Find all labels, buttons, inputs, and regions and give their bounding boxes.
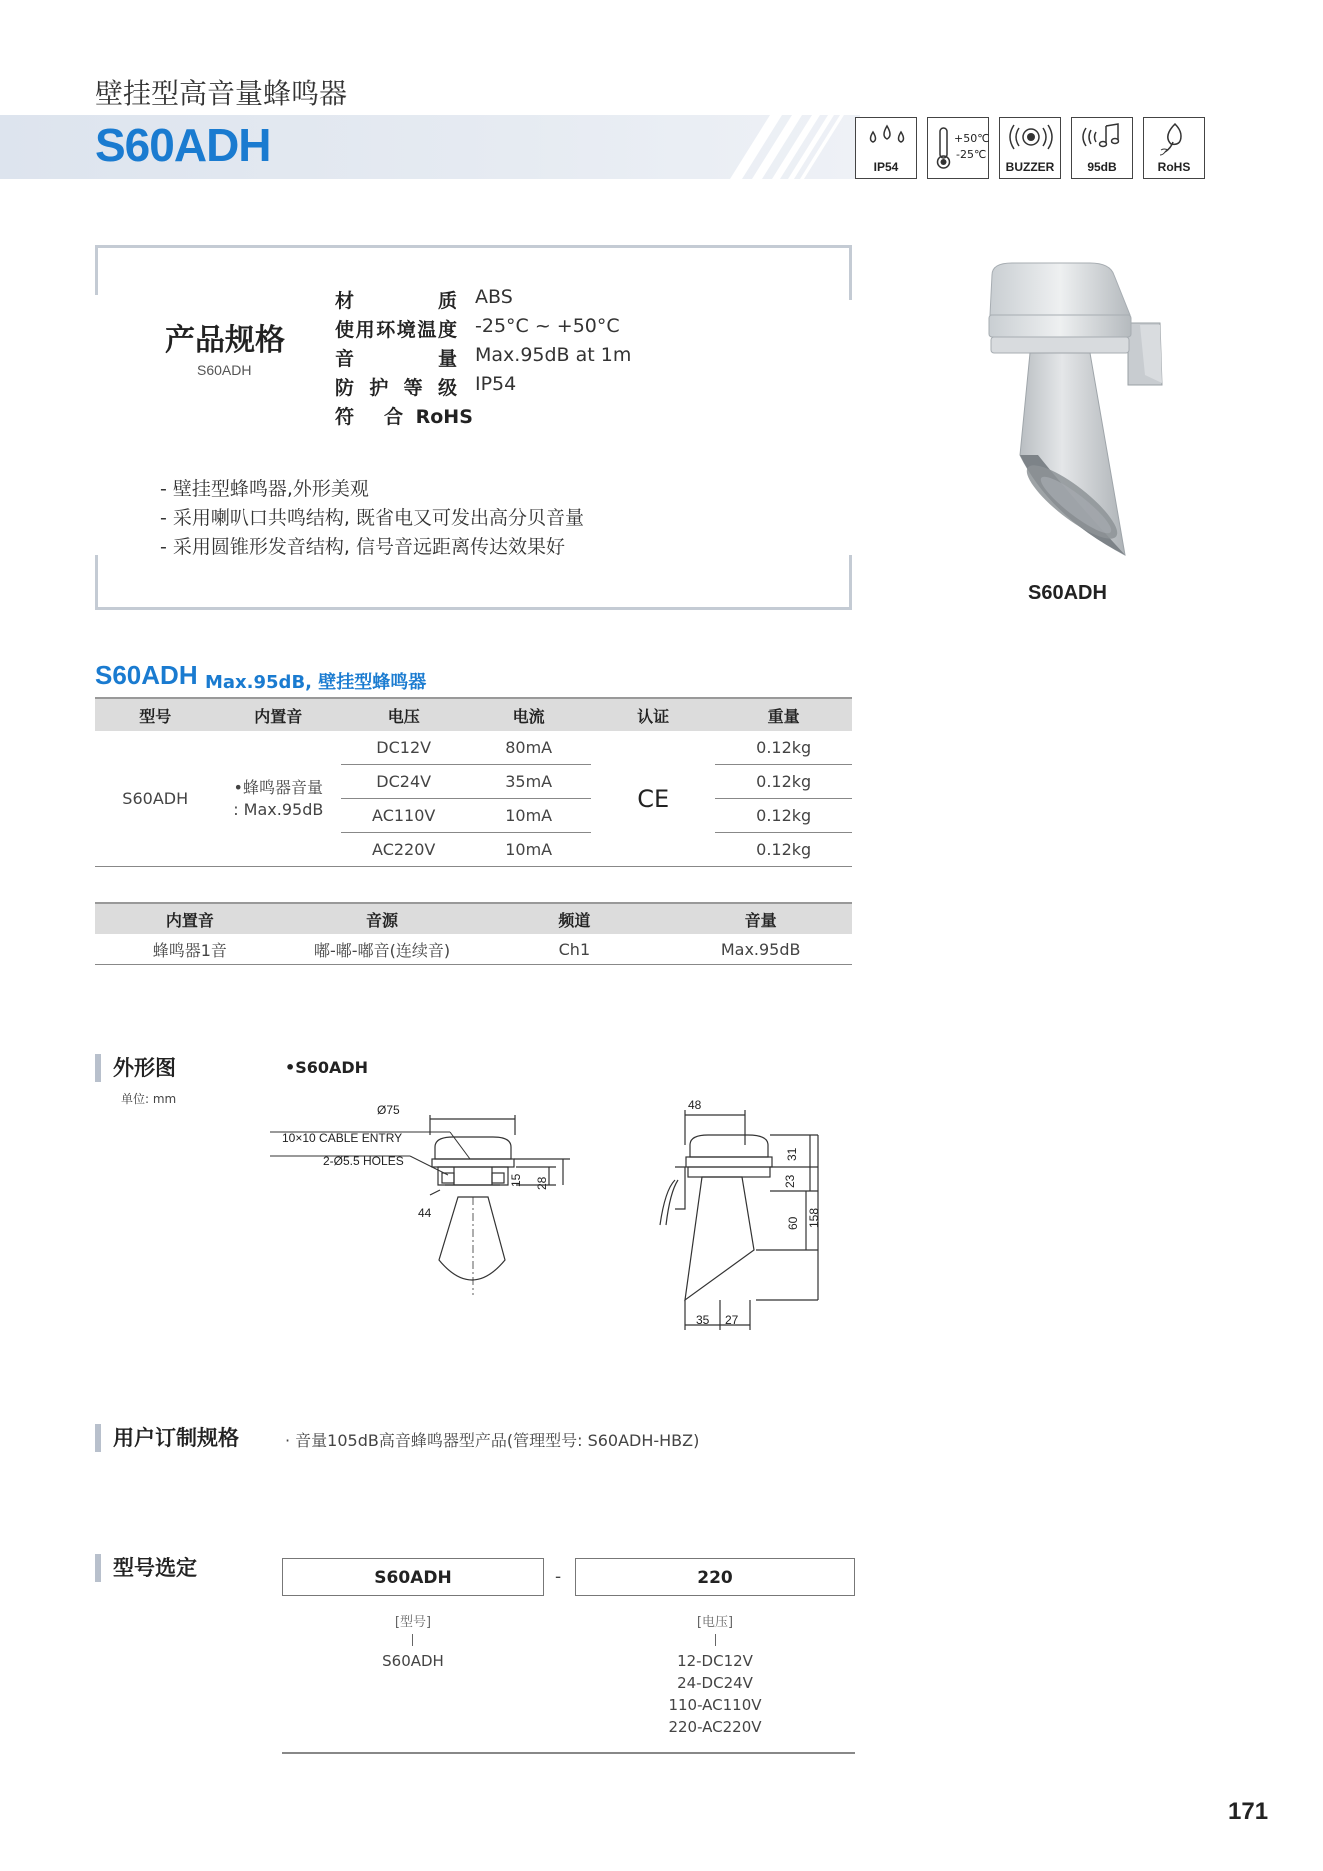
col-header: 电流 bbox=[466, 698, 591, 731]
selection-box-model: S60ADH bbox=[282, 1558, 544, 1596]
sound-cell bbox=[215, 731, 341, 867]
spec-value-temperature: -25°C ~ +50°C bbox=[475, 315, 620, 337]
product-image-caption: S60ADH bbox=[1028, 582, 1107, 604]
dim-48: 48 bbox=[688, 1098, 702, 1112]
dimension-drawing bbox=[270, 1085, 840, 1345]
selection-connector bbox=[412, 1634, 413, 1646]
speaker-icon bbox=[999, 117, 1061, 179]
selection-list-voltage bbox=[575, 1650, 855, 1738]
col-header: 内置音 bbox=[215, 698, 341, 731]
dim-27: 27 bbox=[725, 1313, 739, 1327]
col-header: 音源 bbox=[285, 903, 480, 934]
temp-high: +50℃ bbox=[954, 132, 990, 145]
model-title: S60ADH bbox=[95, 119, 271, 171]
dim-28: 28 bbox=[535, 1176, 549, 1190]
unit-label: 单位: mm bbox=[121, 1092, 177, 1106]
page-number: 171 bbox=[1228, 1798, 1269, 1825]
spec-value-volume: Max.95dB at 1m bbox=[475, 344, 632, 366]
list-item: 24-DC24V bbox=[677, 1674, 753, 1692]
table-cell: 嘟-嘟-嘟音(连续音) bbox=[285, 934, 480, 965]
table-row bbox=[95, 934, 852, 965]
icon-label: IP54 bbox=[873, 160, 899, 174]
feature-item: - 壁挂型蜂鸣器,外形美观 bbox=[160, 478, 369, 500]
spec-label-temperature: 使用环境温度 bbox=[335, 319, 457, 341]
dim-23: 23 bbox=[783, 1174, 797, 1188]
custom-text: · 音量105dB高音蜂鸣器型产品(管理型号: S60ADH-HBZ) bbox=[285, 1431, 700, 1450]
header-stripes-decoration bbox=[730, 115, 850, 179]
sound-table bbox=[95, 902, 852, 965]
spec-label-protection: 防护等级 bbox=[335, 377, 457, 399]
spec-model: S60ADH bbox=[197, 362, 252, 378]
dim-44: 44 bbox=[418, 1206, 432, 1220]
voltage-cell: AC220V bbox=[341, 833, 466, 867]
spec-compliance bbox=[335, 402, 473, 429]
product-image bbox=[980, 255, 1180, 575]
weight-cell: 0.12kg bbox=[715, 765, 852, 799]
spec-label-material: 材质 bbox=[335, 290, 457, 312]
model-cell: S60ADH bbox=[95, 731, 215, 867]
table-cell: Ch1 bbox=[479, 934, 669, 965]
dimension-heading: 外形图 bbox=[95, 1054, 176, 1082]
selection-box-voltage: 220 bbox=[575, 1558, 855, 1596]
icon-label: 95dB bbox=[1087, 160, 1117, 174]
dim-holes: 2-Ø5.5 HOLES bbox=[323, 1154, 404, 1168]
spec-label-compliance: 符合 bbox=[335, 406, 403, 428]
feature-list bbox=[160, 475, 584, 562]
weight-cell: 0.12kg bbox=[715, 833, 852, 867]
dim-60: 60 bbox=[786, 1216, 800, 1230]
spec-value-compliance: RoHS bbox=[415, 406, 473, 428]
col-header: 电压 bbox=[341, 698, 466, 731]
spec-title: 产品规格 bbox=[165, 323, 285, 358]
col-header: 重量 bbox=[715, 698, 852, 731]
dim-31: 31 bbox=[785, 1147, 799, 1161]
col-header: 音量 bbox=[669, 903, 852, 934]
dim-158: 158 bbox=[807, 1207, 821, 1228]
spec-value-material: ABS bbox=[475, 286, 513, 308]
feature-item: - 采用圆锥形发音结构, 信号音远距离传达效果好 bbox=[160, 536, 565, 558]
ce-mark: CE bbox=[591, 731, 715, 867]
dim-15: 15 bbox=[509, 1173, 523, 1187]
sound-note-icon bbox=[1071, 117, 1133, 179]
list-item: 220-AC220V bbox=[668, 1718, 762, 1736]
dim-cable: 10×10 CABLE ENTRY bbox=[282, 1131, 403, 1145]
col-header: 认证 bbox=[591, 698, 715, 731]
current-cell: 80mA bbox=[466, 731, 591, 765]
table-section-desc: Max.95dB, 壁挂型蜂鸣器 bbox=[205, 672, 427, 693]
sound-cell-line: : Max.95dB bbox=[233, 799, 324, 819]
selection-connector bbox=[715, 1634, 716, 1646]
custom-heading: 用户订制规格 bbox=[95, 1424, 239, 1452]
voltage-cell: DC24V bbox=[341, 765, 466, 799]
icon-label: BUZZER bbox=[1005, 160, 1055, 174]
col-header: 内置音 bbox=[95, 903, 285, 934]
list-item: 12-DC12V bbox=[677, 1652, 753, 1670]
feature-item: - 采用喇叭口共鸣结构, 既省电又可发出高分贝音量 bbox=[160, 507, 584, 529]
selection-heading: 型号选定 bbox=[95, 1554, 197, 1582]
col-header: 频道 bbox=[479, 903, 669, 934]
dim-35: 35 bbox=[696, 1313, 710, 1327]
selection-caption-model: [型号] bbox=[394, 1615, 432, 1630]
selection-list-model bbox=[282, 1650, 544, 1672]
spec-value-protection: IP54 bbox=[475, 373, 517, 395]
selection-caption-voltage: [电压] bbox=[696, 1615, 734, 1630]
sound-cell-line: •蜂鸣器音量 bbox=[233, 777, 323, 797]
temp-low: -25℃ bbox=[956, 148, 987, 161]
dimension-model-label: •S60ADH bbox=[285, 1058, 369, 1077]
water-drops-icon bbox=[855, 117, 917, 179]
icon-label: RoHS bbox=[1157, 160, 1191, 174]
selection-dash: - bbox=[555, 1567, 562, 1587]
dim-d75: Ø75 bbox=[377, 1103, 400, 1117]
voltage-cell: AC110V bbox=[341, 799, 466, 833]
current-cell: 10mA bbox=[466, 833, 591, 867]
weight-cell: 0.12kg bbox=[715, 731, 852, 765]
front-view bbox=[430, 1115, 570, 1295]
voltage-cell: DC12V bbox=[341, 731, 466, 765]
col-header: 型号 bbox=[95, 698, 215, 731]
current-cell: 35mA bbox=[466, 765, 591, 799]
category-title: 壁挂型高音量蜂鸣器 bbox=[95, 77, 348, 110]
table-row bbox=[95, 731, 852, 765]
table-section-model: S60ADH bbox=[95, 660, 198, 690]
spec-table bbox=[95, 697, 852, 867]
table-cell: 蜂鸣器1音 bbox=[95, 934, 285, 965]
table-cell: Max.95dB bbox=[669, 934, 852, 965]
selection-bottom-rule bbox=[282, 1752, 855, 1754]
thermometer-icon bbox=[927, 117, 989, 179]
weight-cell: 0.12kg bbox=[715, 799, 852, 833]
list-item: 110-AC110V bbox=[668, 1696, 762, 1714]
feature-icons bbox=[855, 117, 1205, 179]
leaf-icon bbox=[1143, 117, 1205, 179]
list-item: S60ADH bbox=[382, 1652, 444, 1670]
spec-label-volume: 音量 bbox=[335, 348, 457, 370]
current-cell: 10mA bbox=[466, 799, 591, 833]
